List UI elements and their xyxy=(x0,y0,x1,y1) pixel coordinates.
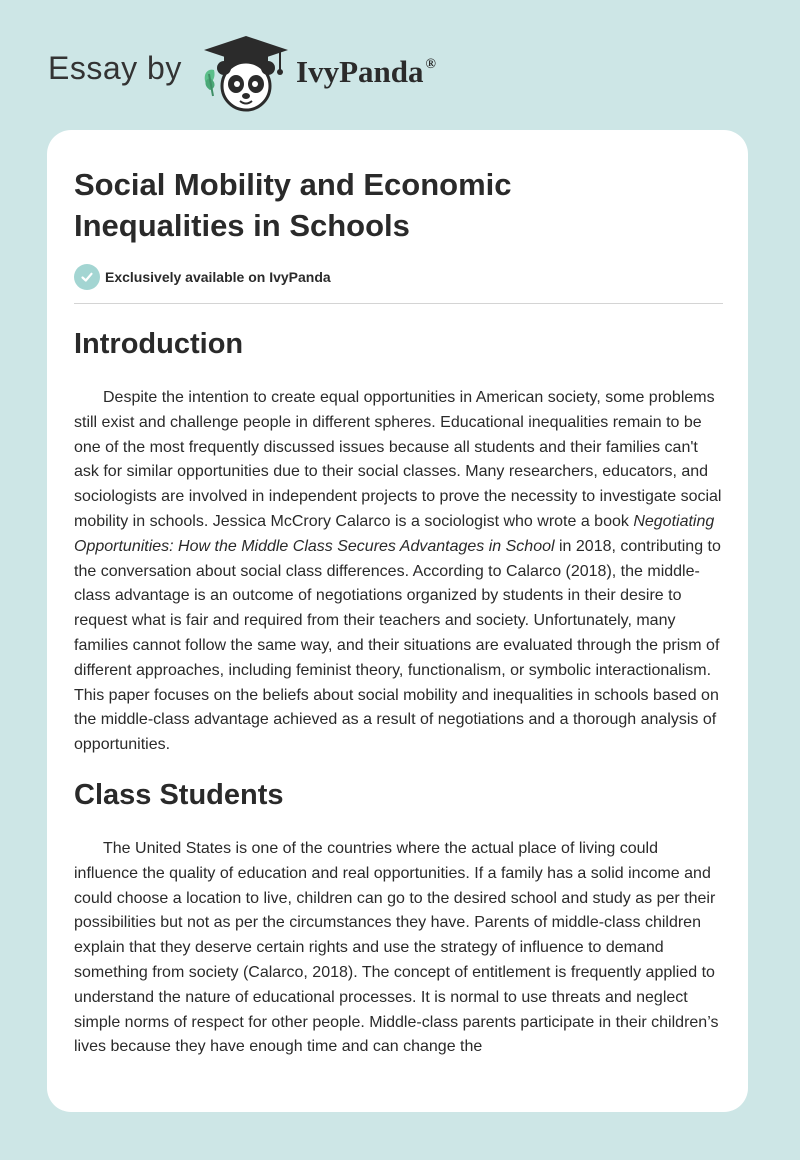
registered-mark: ® xyxy=(425,57,436,72)
section-heading-class-students: Class Students xyxy=(74,779,284,811)
page-header xyxy=(0,0,800,130)
divider xyxy=(74,303,723,304)
paragraph-introduction xyxy=(74,386,726,758)
section-heading-introduction: Introduction xyxy=(74,328,244,360)
panda-graduation-cap-icon[interactable] xyxy=(200,34,292,112)
article-title: Social Mobility and Economic Inequalities in Schools xyxy=(74,167,512,243)
brand-prefix: Essay by xyxy=(48,50,182,86)
exclusive-label: Exclusively available on IvyPanda xyxy=(105,269,331,285)
check-circle-icon xyxy=(74,264,100,290)
book-title: Negotiating Opportunities: How the Middle Class Secures Advantages in School xyxy=(74,512,715,555)
exclusive-badge xyxy=(74,264,331,290)
paragraph-class-students: The United States is one of the countries where the actual place of living could influence the quality of education and real opportunities. If a family has a solid income and could choose a location to live, children can go to the desired school and study as per their possibilities but not as per the circumstances they have. Parents of middle-class children explain that they deserve certain rights and use the strategy of influence to demand something from society (Calarco, 2018). The concept of entitlement is frequently applied to understand the nature of educational processes. It is normal to use threats and neglect simple norms of respect for other people. Middle-class parents participate in their children’s lives because they have enough time and can change the xyxy=(74,840,719,1056)
paragraph-text: in 2018, contributing to the conversation about social class differences. According to Calarco (2018), the middle-class advantage is an outcome of negotiations organized by students in their desire to request what is fair and required from their teachers and society. Unfortunately, many families cannot follow the same way, and their situations are evaluated through the prism of different approaches, including feminist theory, functionalism, or symbolic interactionalism. This paper focuses on the beliefs about social mobility and inequalities in schools based on the middle-class advantage achieved as a result of negotiations and a thorough analysis of opportunities. xyxy=(74,537,721,754)
brand-name-text: IvyPanda xyxy=(296,54,424,89)
article-card xyxy=(47,130,748,1112)
brand-name[interactable] xyxy=(296,54,436,90)
paragraph-text: Despite the intention to create equal opportunities in American society, some problems still exist and challenge people in different spheres. Educational inequalities remain to be one of the most frequently discussed issues because all students and their families can't ask for similar opportunities due to their social classes. Many researchers, educators, and sociologists are involved in independent projects to prove the necessity to investigate social mobility in schools. Jessica McCrory Calarco is a sociologist who wrote a book xyxy=(74,389,722,530)
check-icon xyxy=(80,270,94,284)
